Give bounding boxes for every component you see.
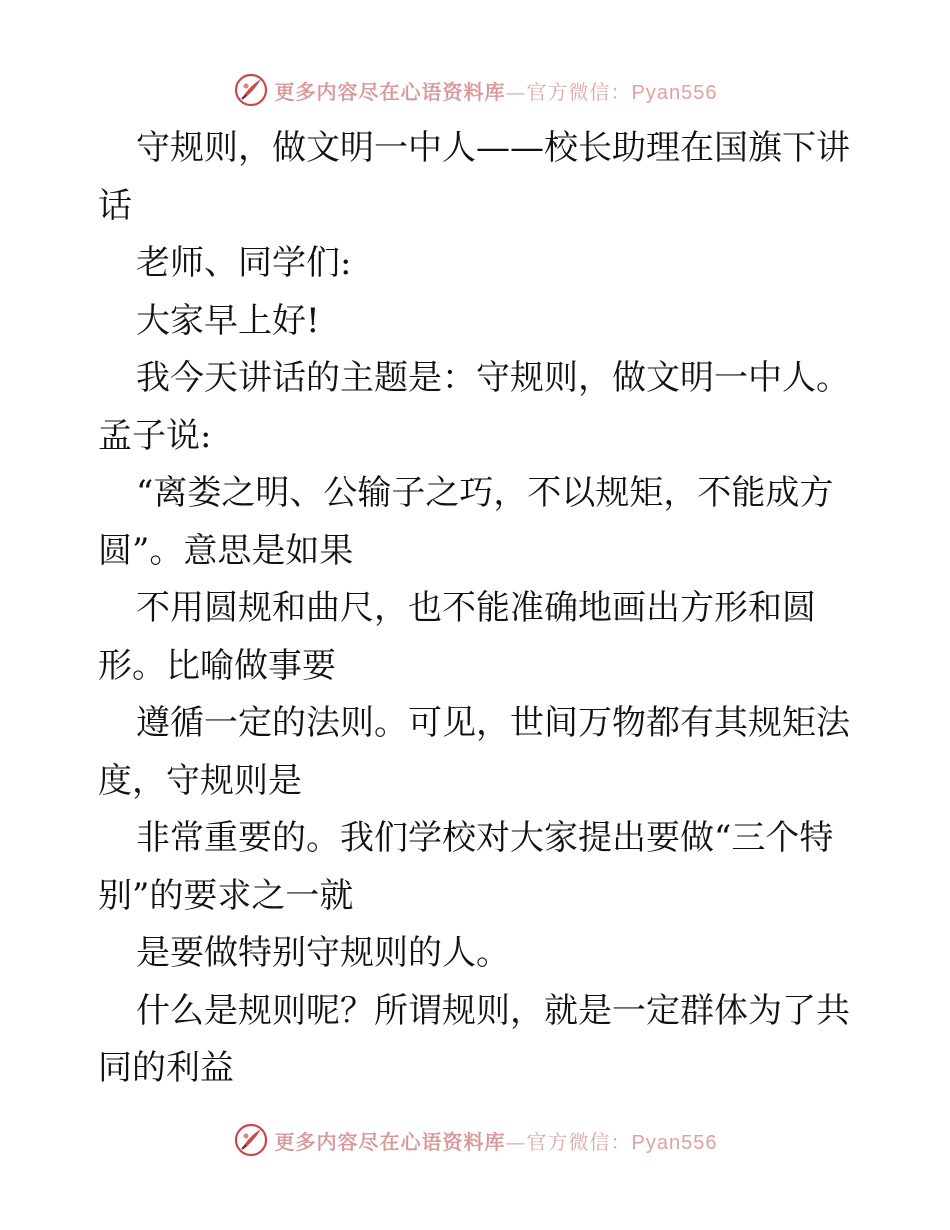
- title-line-2: 话: [98, 185, 132, 226]
- paragraph-line: 什么是规则呢？所谓规则，就是一定群体为了共: [136, 990, 850, 1031]
- wechat-id: Pyan556: [631, 1131, 718, 1154]
- title-line-1: 守规则，做文明一中人——校长助理在国旗下讲: [136, 128, 850, 168]
- paragraph-line: 同的利益: [98, 1048, 234, 1088]
- paragraph-line: 是要做特别守规则的人。: [136, 933, 510, 973]
- paragraph-line: 别”的要求之一就: [98, 875, 354, 916]
- paragraph-line: 孟子说:: [98, 415, 212, 456]
- separator: —: [505, 1129, 527, 1154]
- paragraph-line: 圆”。意思是如果: [98, 530, 354, 571]
- wechat-label: 官方微信：: [526, 79, 632, 104]
- paragraph-line: 大家早上好!: [136, 300, 320, 341]
- paragraph-line: 形。比喻做事要: [98, 645, 336, 686]
- quill-pen-logo-icon: [233, 72, 269, 108]
- site-name: 更多内容尽在心语资料库: [274, 1129, 506, 1154]
- paragraph-line: “离娄之明、公输子之巧，不以规矩，不能成方: [136, 473, 834, 513]
- header-banner: [0, 70, 950, 110]
- footer-banner-text: [275, 1126, 718, 1155]
- paragraph-line: 我今天讲话的主题是：守规则，做文明一中人。: [136, 358, 850, 398]
- document-body: [98, 120, 858, 1098]
- paragraph-line: 非常重要的。我们学校对大家提出要做“三个特: [136, 818, 834, 858]
- header-banner-text: [275, 76, 718, 105]
- separator: —: [505, 79, 527, 104]
- wechat-label: 官方微信：: [526, 1129, 632, 1154]
- paragraph-line: 度，守规则是: [98, 760, 302, 801]
- paragraph-line: 老师、同学们:: [136, 243, 352, 283]
- quill-pen-logo-icon: [233, 1122, 269, 1158]
- paragraph-line: 不用圆规和曲尺，也不能准确地画出方形和圆: [136, 588, 816, 628]
- paragraph-line: 遵循一定的法则。可见，世间万物都有其规矩法: [136, 703, 850, 743]
- site-name: 更多内容尽在心语资料库: [274, 79, 506, 104]
- footer-banner: [0, 1120, 950, 1160]
- wechat-id: Pyan556: [631, 81, 718, 104]
